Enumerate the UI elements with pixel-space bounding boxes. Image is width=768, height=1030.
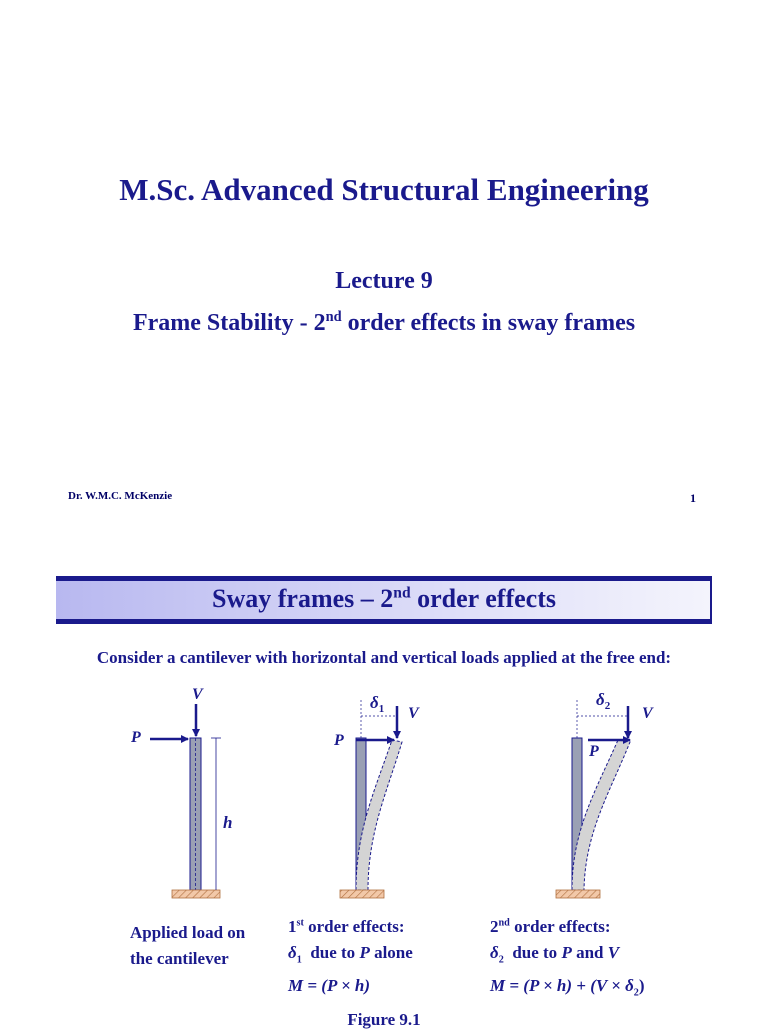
cantilever-figure: [0, 680, 768, 910]
subtitle-pre: Frame Stability - 2: [132, 310, 326, 336]
label-h: h: [223, 813, 233, 832]
label-delta-1: $\delta_1$: [370, 693, 385, 715]
caption3-line3: $M = (P \times h) + (V \times \delta_2)$: [490, 976, 645, 999]
page-number: 1: [690, 491, 696, 505]
label-p-1: P: [131, 729, 141, 746]
banner-bottom-rule: [56, 619, 712, 624]
banner-sup: nd: [393, 584, 411, 602]
caption-applied-load: [130, 920, 245, 972]
caption3-line2: $\delta_2$ due to P and V: [490, 943, 620, 966]
caption2-line2: $\delta_1$ due to P alone: [288, 943, 413, 966]
label-v-1: V: [192, 686, 203, 703]
label-v-3: V: [642, 705, 653, 722]
intro-text: Consider a cantilever with horizontal and vertical loads applied at the free end:: [96, 648, 672, 667]
caption2-line3: M = (P × h): [288, 976, 371, 996]
base-1: [172, 890, 220, 898]
banner-post: order effects: [410, 584, 556, 613]
diagram-first-order: [333, 693, 420, 898]
subtitle-sup: nd: [325, 309, 342, 325]
lecture-subtitle: [0, 310, 768, 337]
diagram-applied-load: [130, 686, 232, 898]
subtitle-post: order effects in sway frames: [341, 310, 636, 336]
label-p-3: P: [589, 743, 599, 760]
base-2: [340, 890, 384, 898]
base-3: [556, 890, 600, 898]
lecture-number: Lecture 9: [335, 268, 433, 294]
figure-caption: Figure 9.1: [347, 1010, 421, 1029]
caption1-line1: Applied load on: [130, 923, 246, 942]
caption2-line1: 1st order effects:: [288, 917, 405, 936]
banner-title: [56, 584, 712, 614]
slide-title: M.Sc. Advanced Structural Engineering: [119, 172, 649, 207]
author: Dr. W.M.C. McKenzie: [68, 490, 173, 502]
banner-pre: Sway frames – 2: [212, 584, 394, 613]
label-p-2: P: [334, 732, 344, 749]
label-delta-2: $\delta_2$: [596, 690, 611, 712]
section-banner: [56, 576, 712, 626]
caption3-line1: 2nd order effects:: [490, 917, 611, 936]
caption-first-order: [288, 914, 413, 999]
diagram-second-order: [556, 690, 654, 898]
label-v-2: V: [408, 705, 419, 722]
caption-second-order: [490, 914, 645, 1007]
caption1-line2: the cantilever: [130, 949, 229, 968]
